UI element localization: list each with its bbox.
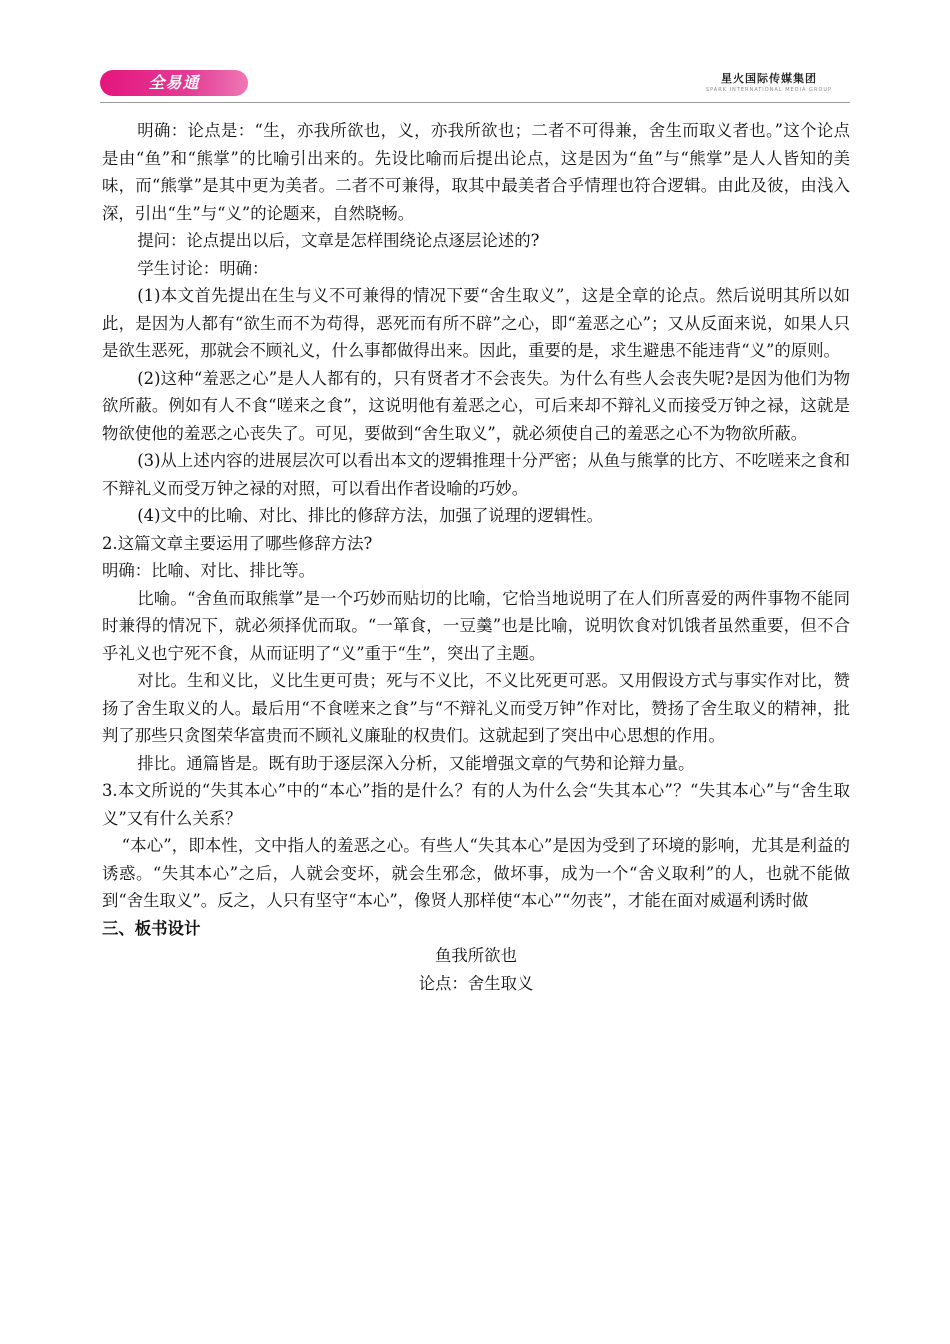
paragraph: 明确：比喻、对比、排比等。: [102, 561, 316, 580]
paragraph: (4)文中的比喻、对比、排比的修辞方法，加强了说理的逻辑性。: [137, 506, 604, 525]
paragraph: (2)这种“羞恶之心”是人人都有的，只有贤者才不会丧失。为什么有些人会丧失呢?是因为他们为物欲所蔽。例如有人不食“嗟来之食”，这说明他有羞恶之心，可后来却不辩礼义而接受万钟之禄，这就是物欲使他的羞恶之心丧失了。可见，要做到“舍生取义”，就必须使自己的羞恶之心不为物欲所蔽。: [102, 368, 850, 443]
paragraph: 学生讨论：明确：: [137, 258, 269, 278]
document-body: [102, 117, 850, 997]
page-header: [100, 66, 850, 103]
paragraph: (3)从上述内容的进展层次可以看出本文的逻辑推理十分严密；从鱼与熊掌的比方、不吃嗟来之食和不辩礼义而受万钟之禄的对照，可以看出作者设喻的巧妙。: [102, 451, 850, 498]
section-title: 三、板书设计: [102, 918, 201, 938]
paragraph: 排比。通篇皆是。既有助于逐层深入分析，又能增强文章的气势和论辩力量。: [137, 753, 695, 773]
question-heading: 2.这篇文章主要运用了哪些修辞方法?: [102, 533, 373, 553]
brand-name-en: SPARK INTERNATIONAL MEDIA GROUP: [705, 87, 832, 93]
paragraph: (1)本文首先提出在生与义不可兼得的情况下要“舍生取义”，这是全章的论点。然后说明其所以如此，是因为人都有“欲生而不为苟得，恶死而有所不辟”之心，即“羞恶之心”；又从反面来说，如果人只是欲生恶死，那就会不顾礼义，什么事都做得出来。因此，重要的是，求生避患不能违背“义”的原则。: [102, 286, 850, 360]
paragraph: 对比。生和义比，义比生更可贵；死与不义比，不义比死更可恶。又用假设方式与事实作对比，赞扬了舍生取义的人。最后用“不食嗟来之食”与“不辩礼义而受万钟”作对比，赞扬了舍生取义的精神，批判了那些只贪图荣华富贵而不顾礼义廉耻的权贵们。这就起到了突出中心思想的作用。: [102, 671, 850, 745]
paragraph: 明确：论点是：“生，亦我所欲也，义，亦我所欲也；二者不可得兼，舍生而取义者也。”这个论点是由“鱼”和“熊掌”的比喻引出来的。先设比喻而后提出论点，这是因为“鱼”与“熊掌”是人人皆知的美味，而“熊掌”是其中更为美者。二者不可兼得，取其中最美者合乎情理也符合逻辑。由此及彼，由浅入深，引出“生”与“义”的论题来，自然晓畅。: [102, 121, 850, 223]
brand-block: [706, 70, 832, 93]
question-heading: 3.本文所说的“失其本心”中的“本心”指的是什么？有的人为什么会“失其本心”？“失其本心”与“舍生取义”又有什么关系？: [102, 781, 850, 828]
brand-name: 星火国际传媒集团: [720, 72, 817, 85]
paragraph: “本心”，即本性，文中指人的羞恶之心。有些人“失其本心”是因为受到了环境的影响，尤其是利益的诱惑。“失其本心”之后，人就会变坏，就会生邪念，做坏事，成为一个“舍义取利”的人，也就不能做到“舍生取义”。反之，人只有坚守“本心”，像贤人那样使“本心”“勿丧”，才能在面对威逼利诱时做: [102, 836, 850, 910]
paragraph: 比喻。“舍鱼而取熊掌”是一个巧妙而贴切的比喻，它恰当地说明了在人们所喜爱的两件事物不能同时兼得的情况下，就必须择优而取。“一箪食，一豆羹”也是比喻，说明饮食对饥饿者虽然重要，但不合乎礼义也宁死不食，从而证明了“义”重于“生”，突出了主题。: [102, 588, 850, 663]
board-thesis: 论点：舍生取义: [418, 973, 534, 993]
paragraph: 提问：论点提出以后，文章是怎样围绕论点逐层论述的?: [137, 231, 540, 250]
publisher-logo: 全易通: [100, 70, 248, 96]
board-title: 鱼我所欲也: [435, 946, 517, 965]
